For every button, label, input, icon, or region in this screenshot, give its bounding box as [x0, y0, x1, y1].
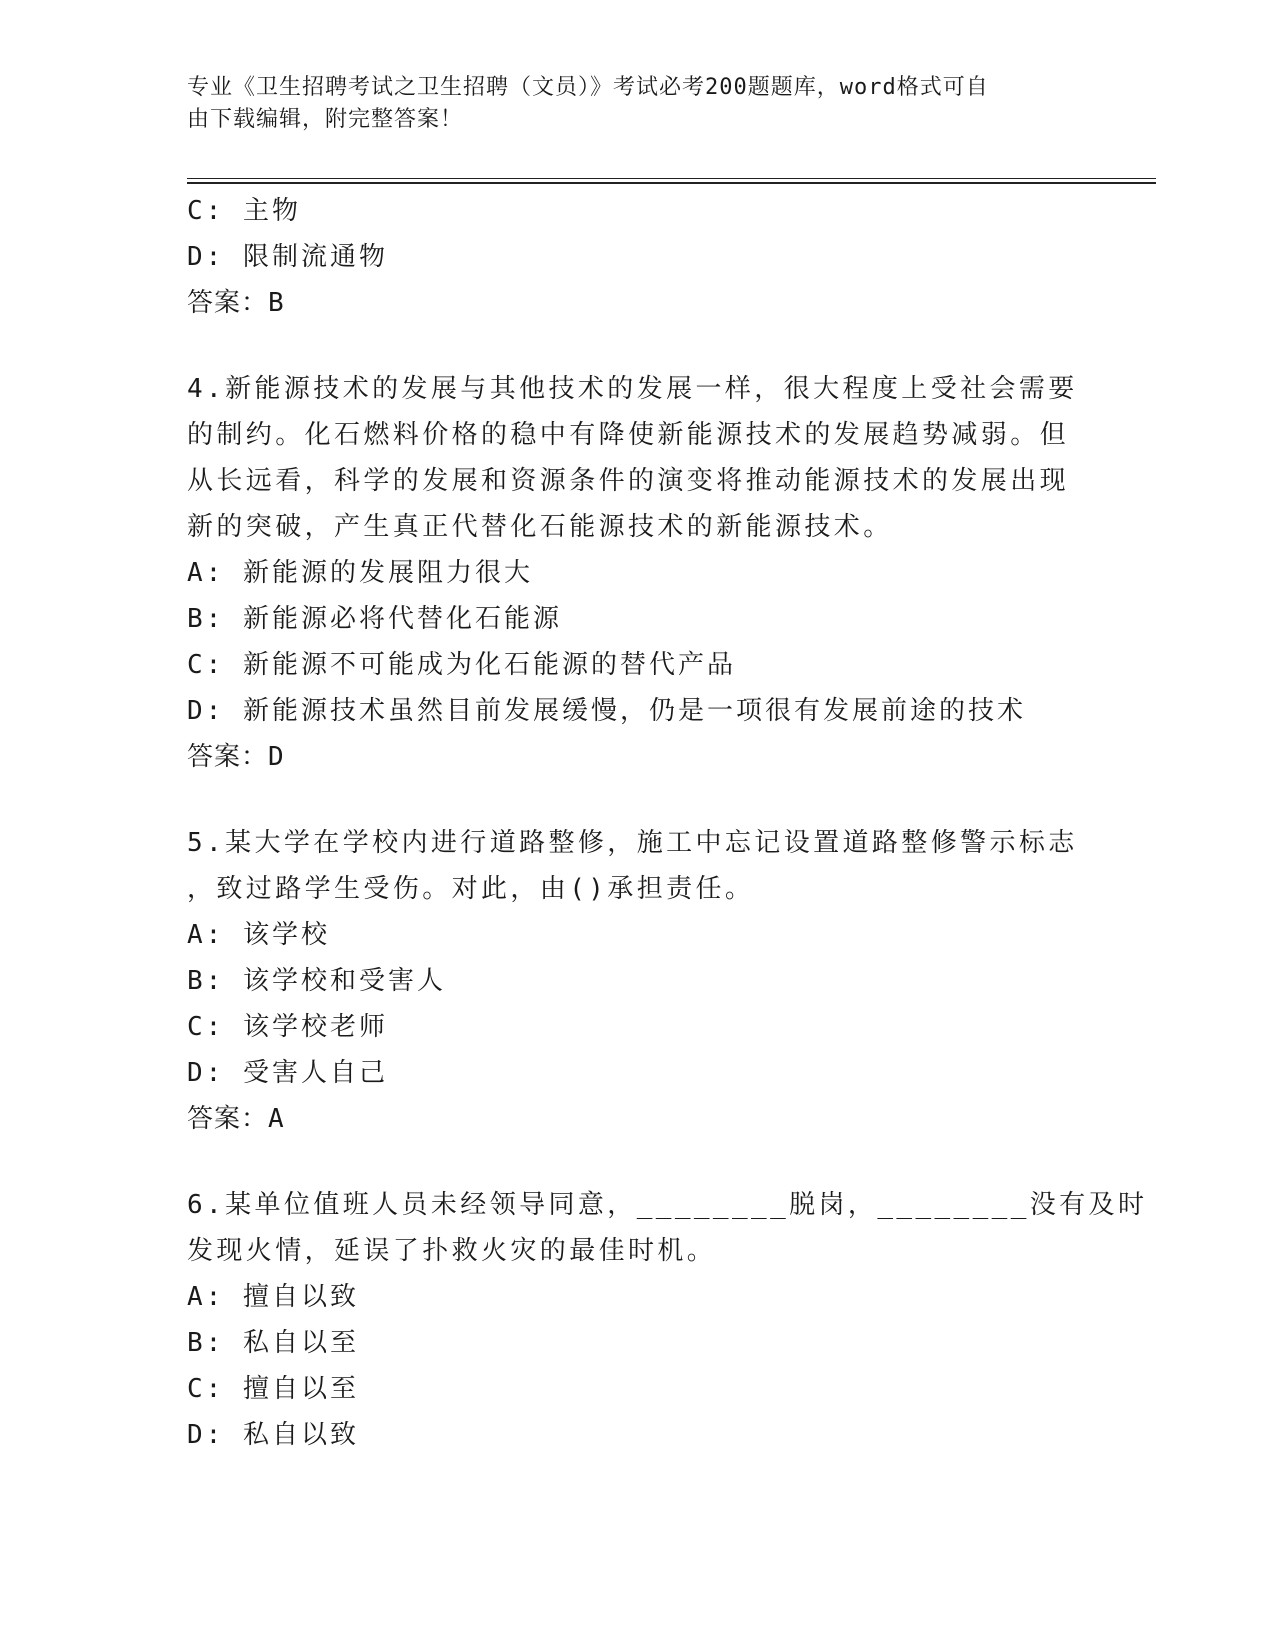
- header-divider-thick: [187, 182, 1156, 184]
- question-text-line: 从长远看，科学的发展和资源条件的演变将推动能源技术的发展出现: [187, 466, 1070, 496]
- option-a: A: 擅自以致: [187, 1282, 359, 1312]
- question-text-line: ，致过路学生受伤。对此，由()承担责任。: [187, 874, 755, 904]
- option-c: C: 新能源不可能成为化石能源的替代产品: [187, 650, 736, 680]
- answer-line: 答案：D: [187, 742, 285, 772]
- question-block-4: [187, 366, 1087, 780]
- option-d: D: 新能源技术虽然目前发展缓慢，仍是一项很有发展前途的技术: [187, 696, 1026, 726]
- question-text-line: 5.某大学在学校内进行道路整修，施工中忘记设置道路整修警示标志: [187, 828, 1078, 858]
- spacer: [187, 326, 1087, 366]
- option-b: B: 私自以至: [187, 1328, 359, 1358]
- option-c: C: 擅自以至: [187, 1374, 359, 1404]
- question-text-line: 的制约。化石燃料价格的稳中有降使新能源技术的发展趋势减弱。但: [187, 420, 1070, 450]
- option-d: D: 私自以致: [187, 1420, 359, 1450]
- header-title-line-2: 由下载编辑，附完整答案！: [187, 107, 464, 132]
- spacer: [187, 780, 1087, 820]
- option-c: C: 主物: [187, 196, 301, 226]
- question-text-line: 6.某单位值班人员未经领导同意，________脱岗，________没有及时: [187, 1190, 1148, 1220]
- question-block-6: [187, 1182, 1148, 1458]
- option-b: B: 新能源必将代替化石能源: [187, 604, 562, 634]
- question-text-line: 新的突破，产生真正代替化石能源技术的新能源技术。: [187, 512, 893, 542]
- question-block-5: [187, 820, 1087, 1142]
- option-d: D: 受害人自己: [187, 1058, 388, 1088]
- question-text-line: 4.新能源技术的发展与其他技术的发展一样，很大程度上受社会需要: [187, 374, 1078, 404]
- header-divider-thin: [187, 178, 1156, 179]
- spacer: [187, 1142, 1087, 1182]
- document-body: [187, 188, 1148, 1458]
- answer-line: 答案：A: [187, 1104, 285, 1134]
- header-title-line-1: 专业《卫生招聘考试之卫生招聘（文员）》考试必考200题题库，word格式可自: [187, 75, 989, 100]
- option-a: A: 该学校: [187, 920, 330, 950]
- answer-line: 答案：B: [187, 288, 285, 318]
- question-text-line: 发现火情，延误了扑救火灾的最佳时机。: [187, 1236, 717, 1266]
- document-header: [187, 72, 1087, 136]
- option-b: B: 该学校和受害人: [187, 966, 446, 996]
- option-c: C: 该学校老师: [187, 1012, 388, 1042]
- option-a: A: 新能源的发展阻力很大: [187, 558, 533, 588]
- option-d: D: 限制流通物: [187, 242, 388, 272]
- question-block-prev: [187, 188, 1087, 326]
